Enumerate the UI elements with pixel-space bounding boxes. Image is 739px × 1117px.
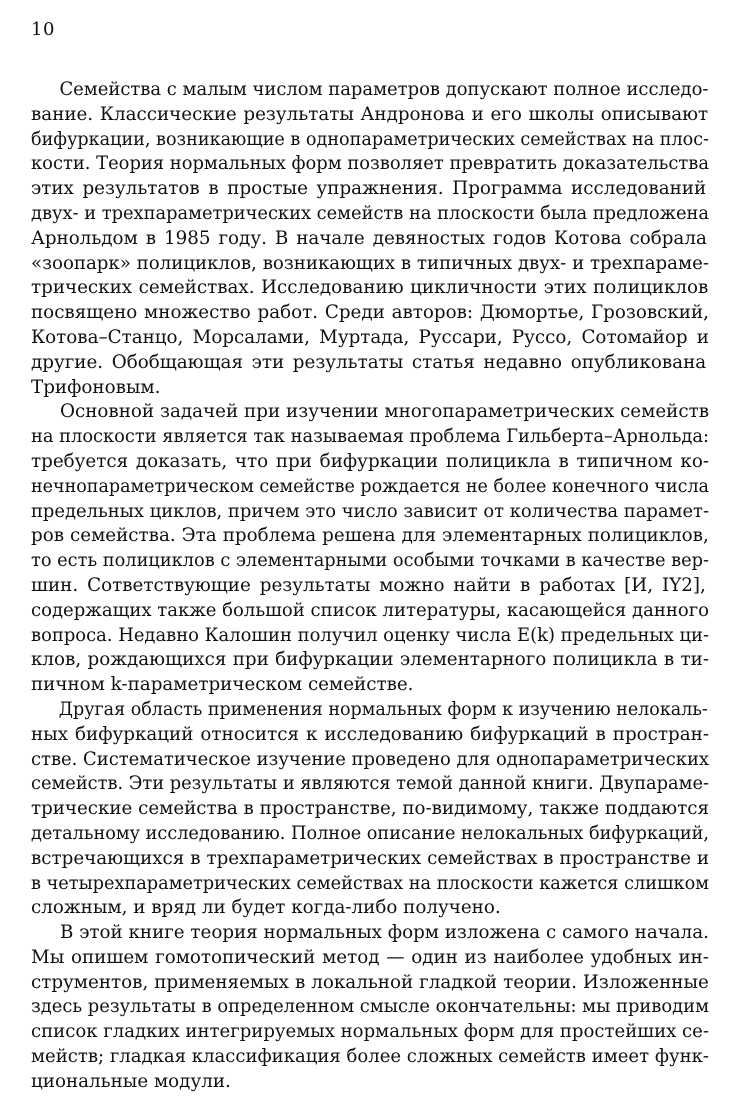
text-line: двух- и трехпараметрических семейств на плоскости была предложена: [31, 202, 709, 224]
text-line: детальному исследованию. Полное описание нелокальных бифуркаций,: [31, 822, 709, 844]
text-line: предельных циклов, причем это число зависит от количества парамет-: [31, 500, 709, 522]
text-line: В этой книге теория нормальных форм изложена с самого начала.: [59, 922, 709, 944]
text-line: вопроса. Недавно Калошин получил оценку числа E(k) предельных ци-: [31, 624, 709, 646]
text-line: Котова–Станцо, Морсалами, Муртада, Руссари, Руссо, Сотомайор и: [31, 326, 709, 348]
text-line: сложным, и вряд ли будет когда-либо получено.: [31, 897, 501, 919]
text-line: Семейства с малым числом параметров допускают полное исследо-: [59, 79, 709, 100]
text-line: Основной задачей при изучении многопараметрических семейств: [60, 401, 709, 423]
text-line: этих результатов в простые упражнения. Программа исследований: [31, 178, 707, 200]
text-line: струментов, применяемых в локальной гладкой теории. Изложенные: [31, 971, 709, 993]
text-line: Мы опишем гомотопический метод — один из наиболее удобных ин-: [31, 946, 709, 968]
text-line: Арнольдом в 1985 году. В начале девяностых годов Котова собрала: [31, 227, 707, 249]
text-line: Трифоновым.: [31, 376, 161, 398]
text-line: клов, рождающихся при бифуркации элементарного полицикла в ти-: [31, 649, 709, 671]
text-line: здесь результаты в определенном смысле окончательны: мы приводим: [31, 996, 709, 1018]
text-line: содержащих также большой список литературы, касающейся данного: [31, 599, 709, 621]
body-text: [31, 78, 709, 1095]
text-line: кости. Теория нормальных форм позволяет превратить доказательства: [31, 153, 709, 175]
text-line: вание. Классические результаты Андронова и его школы описывают: [31, 103, 709, 125]
text-line: ных бифуркаций относится к исследованию бифуркаций в простран-: [31, 723, 709, 745]
text-line: в четырехпараметрических семействах на плоскости кажется слишком: [31, 872, 709, 894]
text-line: встречающихся в трехпараметрических семействах в пространстве и: [31, 847, 709, 869]
text-line: посвящено множество работ. Среди авторов: Дюмортье, Грозовский,: [31, 302, 709, 324]
text-line: шин. Сответствующие результаты можно найти в работах [И, IY2],: [31, 574, 706, 596]
text-line: циональные модули.: [31, 1070, 231, 1092]
text-line: другие. Обобщающая эти результаты статья недавно опубликована: [31, 351, 707, 373]
page-number: 10: [31, 19, 55, 40]
text-line: список гладких интегрируемых нормальных форм для простейших се-: [31, 1021, 709, 1043]
text-line: требуется доказать, что при бифуркации полицикла в типичном ко-: [31, 450, 709, 472]
text-line: трических семействах. Исследованию цикличности этих полициклов: [31, 277, 709, 299]
text-line: ров семейства. Эта проблема решена для элементарных полициклов,: [31, 525, 709, 547]
text-line: на плоскости является так называемая проблема Гильберта–Арнольда:: [31, 426, 709, 448]
text-line: трические семейства в пространстве, по-видимому, также поддаются: [31, 798, 709, 820]
text-line: пичном k-параметрическом семействе.: [31, 674, 414, 696]
text-line: Другая область применения нормальных форм к изучению нелокаль-: [58, 698, 708, 720]
text-line: «зоопарк» полициклов, возникающих в типичных двух- и трехпараме-: [31, 252, 709, 274]
text-line: семейств. Эти результаты и являются темой данной книги. Двупараме-: [31, 773, 709, 795]
text-line: стве. Систематическое изучение проведено для однопараметрических: [31, 748, 709, 770]
text-line: мейств; гладкая классификация более сложных семейств имеет функ-: [31, 1046, 709, 1068]
text-line: нечнопараметрическом семействе рождается не более конечного числа: [31, 475, 709, 497]
text-line: бифуркации, возникающие в однопараметрических семействах на плос-: [31, 128, 709, 150]
text-line: то есть полициклов с элементарными особыми точками в качестве вер-: [31, 550, 709, 572]
